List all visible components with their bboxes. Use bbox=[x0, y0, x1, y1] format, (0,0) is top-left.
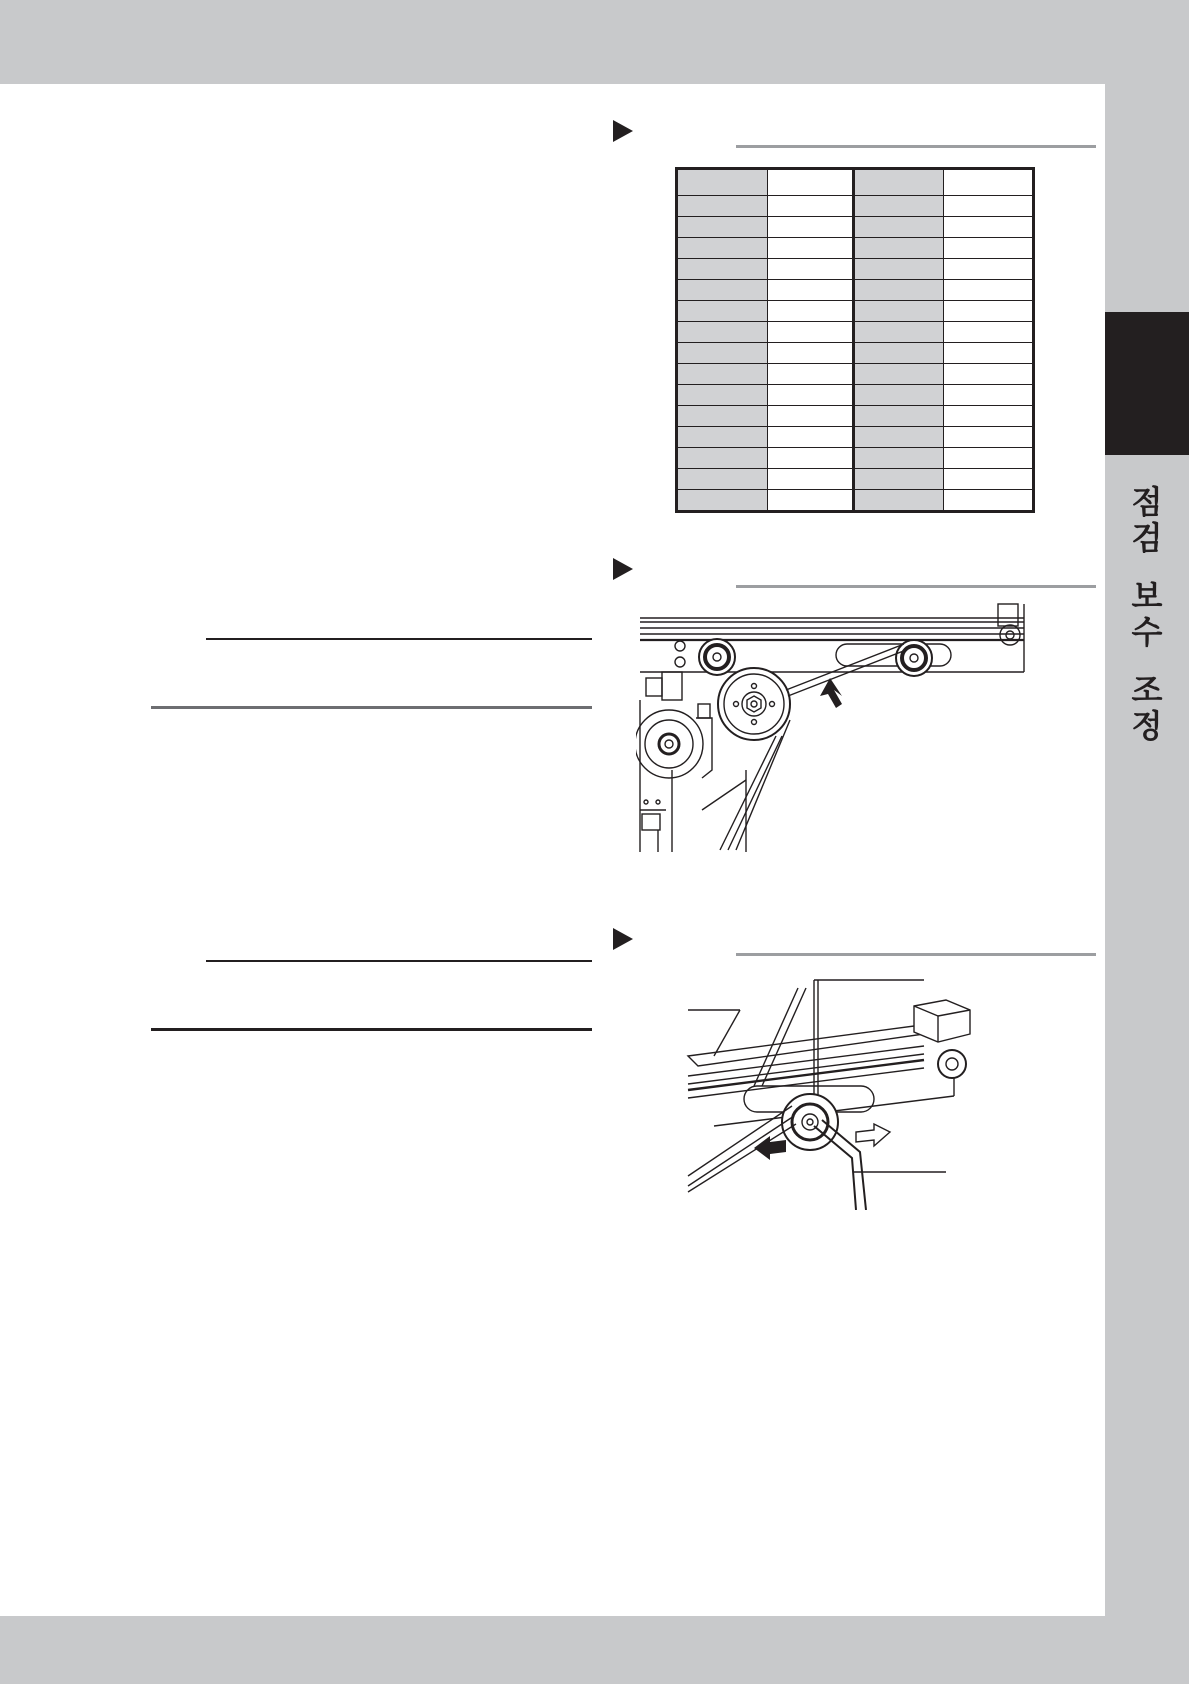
table-row bbox=[678, 427, 1033, 448]
table-cell bbox=[678, 238, 768, 259]
chapter-char: 수 bbox=[1131, 613, 1163, 651]
table-row bbox=[678, 469, 1033, 490]
table-cell bbox=[678, 364, 768, 385]
table-cell bbox=[678, 280, 768, 301]
chapter-word-2 bbox=[1132, 578, 1163, 650]
table-cell bbox=[854, 427, 944, 448]
note-rule-2 bbox=[206, 960, 592, 962]
table-cell bbox=[678, 170, 768, 196]
table-cell bbox=[768, 280, 854, 301]
spec-table bbox=[677, 169, 1033, 511]
table-cell bbox=[678, 490, 768, 511]
table-cell bbox=[768, 448, 854, 469]
section-header-rule-3 bbox=[736, 953, 1096, 956]
table-cell bbox=[678, 343, 768, 364]
table-cell bbox=[944, 301, 1033, 322]
table-cell bbox=[854, 490, 944, 511]
table-cell bbox=[768, 217, 854, 238]
table-row bbox=[678, 238, 1033, 259]
table-cell bbox=[854, 259, 944, 280]
table-cell bbox=[768, 343, 854, 364]
table-row bbox=[678, 490, 1033, 511]
table-cell bbox=[854, 322, 944, 343]
table-cell bbox=[678, 322, 768, 343]
table-cell bbox=[768, 469, 854, 490]
chapter-char: 조 bbox=[1131, 671, 1163, 709]
table-cell bbox=[854, 170, 944, 196]
table-row bbox=[678, 448, 1033, 469]
table-row bbox=[678, 196, 1033, 217]
table-cell bbox=[854, 343, 944, 364]
table-cell bbox=[944, 322, 1033, 343]
section-header-rule-2 bbox=[736, 585, 1096, 588]
table-cell bbox=[768, 364, 854, 385]
table-cell bbox=[944, 170, 1033, 196]
bottom-margin-band bbox=[0, 1616, 1189, 1684]
table-cell bbox=[768, 301, 854, 322]
table-cell bbox=[944, 280, 1033, 301]
table-cell bbox=[768, 322, 854, 343]
table-cell bbox=[944, 490, 1033, 511]
belt-tension-adjustment-illustration bbox=[684, 976, 980, 1210]
note-rule-1 bbox=[206, 638, 592, 640]
table-cell bbox=[678, 406, 768, 427]
chapter-word-1 bbox=[1132, 484, 1163, 556]
table-cell bbox=[854, 196, 944, 217]
chapter-char: 검 bbox=[1131, 519, 1163, 557]
right-outline-arrow-icon bbox=[856, 1124, 890, 1146]
table-cell bbox=[678, 469, 768, 490]
table-row bbox=[678, 280, 1033, 301]
table-row bbox=[678, 343, 1033, 364]
table-cell bbox=[768, 406, 854, 427]
table-cell bbox=[768, 238, 854, 259]
table-cell bbox=[678, 301, 768, 322]
table-cell bbox=[944, 343, 1033, 364]
table-cell bbox=[854, 406, 944, 427]
chapter-tab[interactable] bbox=[1105, 312, 1189, 455]
table-row bbox=[678, 406, 1033, 427]
table-cell bbox=[944, 406, 1033, 427]
chapter-word-3 bbox=[1132, 672, 1163, 744]
section-triangle-icon bbox=[613, 928, 633, 950]
table-cell bbox=[854, 301, 944, 322]
section-triangle-icon bbox=[613, 120, 633, 142]
chapter-label bbox=[1105, 484, 1189, 766]
chapter-char: 보 bbox=[1131, 577, 1163, 615]
table-cell bbox=[678, 448, 768, 469]
table-cell bbox=[944, 448, 1033, 469]
table-cell bbox=[768, 385, 854, 406]
top-margin-band bbox=[0, 0, 1189, 84]
table-cell bbox=[944, 238, 1033, 259]
table-cell bbox=[854, 280, 944, 301]
table-cell bbox=[944, 364, 1033, 385]
table-cell bbox=[768, 259, 854, 280]
table-cell bbox=[678, 259, 768, 280]
table-cell bbox=[678, 217, 768, 238]
table-cell bbox=[944, 385, 1033, 406]
table-cell bbox=[854, 469, 944, 490]
chapter-char: 점 bbox=[1131, 483, 1163, 521]
table-cell bbox=[768, 170, 854, 196]
section-header-rule-1 bbox=[736, 145, 1096, 148]
chapter-char: 정 bbox=[1131, 707, 1163, 745]
table-row bbox=[678, 364, 1033, 385]
section-triangle-icon bbox=[613, 558, 633, 580]
section-rule-1 bbox=[151, 706, 592, 709]
table-cell bbox=[768, 490, 854, 511]
belt-pulley-assembly-illustration bbox=[636, 600, 1031, 856]
table-cell bbox=[678, 385, 768, 406]
table-cell bbox=[854, 238, 944, 259]
table-cell bbox=[944, 469, 1033, 490]
table-cell bbox=[768, 196, 854, 217]
table-row bbox=[678, 259, 1033, 280]
table-cell bbox=[854, 448, 944, 469]
table-cell bbox=[944, 217, 1033, 238]
table-row bbox=[678, 322, 1033, 343]
table-cell bbox=[854, 217, 944, 238]
table-cell bbox=[944, 196, 1033, 217]
table-row bbox=[678, 217, 1033, 238]
table-cell bbox=[678, 427, 768, 448]
table-row bbox=[678, 385, 1033, 406]
table-row bbox=[678, 301, 1033, 322]
table-cell bbox=[944, 259, 1033, 280]
table-cell bbox=[854, 385, 944, 406]
table-cell bbox=[678, 196, 768, 217]
table-header-row bbox=[678, 170, 1033, 196]
table-cell bbox=[854, 364, 944, 385]
section-rule-2 bbox=[151, 1028, 592, 1031]
table-cell bbox=[768, 427, 854, 448]
table-cell bbox=[944, 427, 1033, 448]
